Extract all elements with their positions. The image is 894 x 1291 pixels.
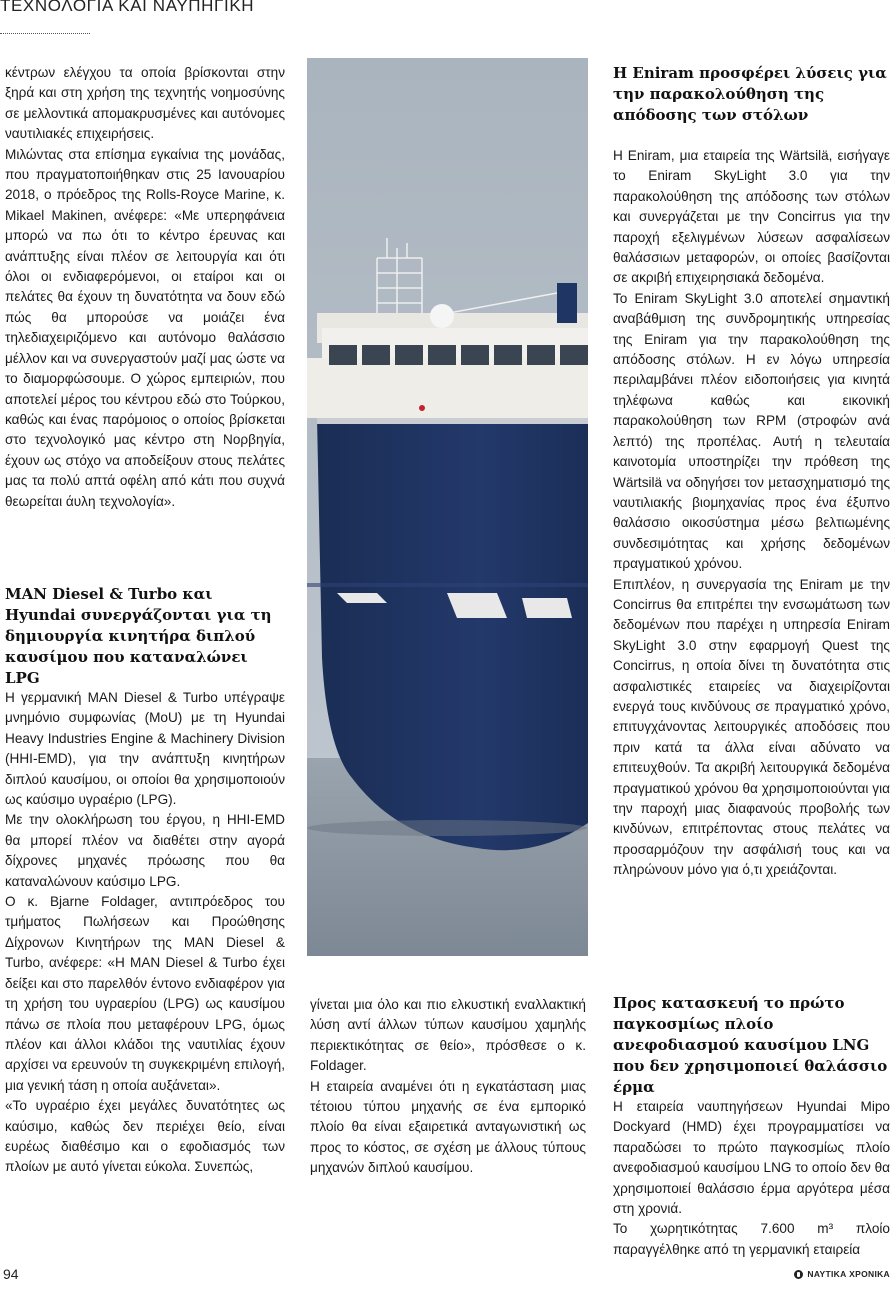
paragraph: «Το υγραέριο έχει μεγάλες δυνατότητες ως καύσιμο, καθώς δεν περιέχει θείο, είναι ευρέως διαθέσιμο και ο εφοδιασμός των πλοίων με αυτό γίνεται εύκολα. Συνεπώς, [5,1098,285,1175]
paragraph: Με την ολοκλήρωση του έργου, η HHI-EMD θα μπορεί πλέον να διαθέτει στην αγορά δίχρονες μηχανές πρόωσης που θα καταναλώνουν καύσιμο LPG. [5,812,285,889]
brand-name: ΝΑΥΤΙΚΑ ΧΡΟΝΙΚΑ [807,1269,890,1279]
paragraph: κέντρων ελέγχου τα οποία βρίσκονται στην ξηρά και στη χρήση της τεχνητής νοημοσύνης σε μελλοντικά απομακρυσμένες και αυτόνομες ναυτιλιακές επιχειρήσεις. [5,65,285,142]
page-number: 94 [3,1266,19,1282]
column-2 [310,995,586,1179]
paragraph: Η γερμανική MAN Diesel & Turbo υπέγραψε μνημόνιο συμφωνίας (MoU) με τη Hyundai Heavy Industries Engine & Machinery Division (HHI-EMD), για την ανάπτυξη κινητήρων διπλού καυσίμου, οι οποίοι θα χρησιμοποιούν ως καύσιμο υγραέριο (LPG). [5,690,285,808]
paragraph: γίνεται μια όλο και πιο ελκυστική εναλλακτική λύση αντί άλλων τύπων καυσίμου χαμηλής περιεκτικότητας σε θείο», πρόσθεσε ο κ. Foldager. [310,997,586,1074]
section-title: ΤΕΧΝΟΛΟΓΙΑ ΚΑΙ ΝΑΥΠΗΓΙΚΗ [0,0,255,15]
footer-brand [794,1269,890,1279]
article-heading-eniram: Η Eniram προσφέρει λύσεις για την παρακολούθηση της απόδοσης των στόλων [613,64,887,124]
paragraph: Η εταιρεία ναυπηγήσεων Hyundai Mipo Dockyard (HMD) έχει προγραμματίσει να παραδώσει το πρώτο παγκοσμίως πλοίο ανεφοδιασμού καυσίμου LNG το οποίο δεν θα χρησιμοποιεί θαλάσσιο έρμα αργότερα μέσα στη χρονιά. [613,1099,890,1217]
paragraph: Επιπλέον, η συνεργασία της Eniram με την Concirrus θα επιτρέπει την ενσωμάτωση των δεδομένων που παρέχει η υπηρεσία Eniram SkyLight 3.0 στην εφαρμογή Quest της Concirrus, η οποία δίνει τη δυνατότητα στις ασφαλιστικές εταιρείες να διαχειρίζονται ενεργά τους κινδύνους σε πραγματικό χρόνο, επιτυγχάνοντας λειτουργικές αποδόσεις που πριν κατά τα άλλα είναι αδύνατο να επιτευχθούν. Τα ακριβή λειτουργικά δεδομένα πραγματικού χρόνου θα χρησιμοποιούνται για την παροχή μιας διαφανούς προβολής των κινδύνων, επιτρέποντας στους πελάτες να προσαρμόζουν την ασφάλισή τους και να πληρώνουν μόνο για ό,τι χρειάζονται. [613,576,890,878]
brand-logo-icon [794,1270,803,1279]
column-1 [5,63,285,512]
column-3-lower [613,1097,890,1260]
paragraph: Η εταιρεία αναμένει ότι η εγκατάσταση μιας τέτοιου τύπου μηχανής σε ένα εμπορικό πλοίο θα είναι εξαιρετικά ανταγωνιστική ως προς το κόστος, σε σχέση με άλλους τύπους μηχανών διπλού καυσίμου. [310,1078,586,1176]
column-1-lower [5,688,285,1178]
paragraph: Μιλώντας στα επίσημα εγκαίνια της μονάδας, που πραγματοποιήθηκαν στις 25 Ιανουαρίου 2018, ο πρόεδρος της Rolls-Royce Marine, κ. Mikael Makinen, ανέφερε: «Με υπερηφάνεια μπορώ να πω ότι το κέντρο έρευνας και ανάπτυξης είναι πλέον σε λειτουργία και ότι όλοι οι ενδιαφερόμενοι, οι εταίροι και οι πελάτες θα έχουν τη δυνατότητα να δουν εδώ πώς θα μπορούσε να μοιάζει ένα τηλεδιαχειριζόμενο και αυτόνομο θαλάσσιο μέλλον και να συνεργαστούν μαζί μας ώστε να το διαμορφώσουμε. Ο χώρος εμπειριών, που αποτελεί μέρος του κέντρου εδώ στο Τούρκου, καθώς και ένας παρόμοιος ο οποίος βρίσκεται στο τεχνολογικό μας κέντρο στη Νορβηγία, έχουν ως στόχο να αποδείξουν στους πελάτες μας τα πολύ απτά οφέλη από κάτι που συχνά θεωρείται άυλη τεχνολογία». [5,146,285,509]
paragraph: Το χωρητικότητας 7.600 m³ πλοίο παραγγέλθηκε από τη γερμανική εταιρεία [613,1221,890,1257]
article-heading-man-hyundai: MAN Diesel & Turbo και Hyundai συνεργάζονται για τη δημιουργία κινητήρα διπλού καυσίμου που καταναλώνει LPG [5,585,272,687]
paragraph: Το Eniram SkyLight 3.0 αποτελεί σημαντική αναβάθμιση της συνδρομητικής υπηρεσίας της Eniram για την παρακολούθηση της απόδοσης στόλων. Η εν λόγω υπηρεσία περιλαμβάνει πλέον ειδοποιήσεις για κινητά τηλέφωνα καθώς και εικονική παρακολούθηση των RPM (στροφών ανά λεπτό) της προπέλας. Αυτή η τελευταία καινοτομία υποστηρίζει την πρόθεση της Wärtsilä να οδηγήσει τον μετασχηματισμό της ναυτιλιακής βιομηχανίας προς ένα έξυπνο θαλάσσιο οικοσύστημα μέσω βελτιωμένης συνδεσιμότητας και χρήσης δεδομένων πραγματικού χρόνου. [613,290,890,572]
paragraph: Η Eniram, μια εταιρεία της Wärtsilä, εισήγαγε το Eniram SkyLight 3.0 για την παρακολούθηση της απόδοσης των στόλων και συνεργάζεται με την Concirrus για την παροχή εξελιγμένων λύσεων ασφαλίσεων θαλάσσιων μεταφορών, οι οποίες βασίζονται σε ακριβή επιχειρησιακά δεδομένα. [613,148,890,286]
ship-illustration [307,58,588,956]
column-3-upper [613,146,890,881]
header-divider [0,33,90,34]
paragraph: Ο κ. Bjarne Foldager, αντιπρόεδρος του τμήματος Πωλήσεων και Προώθησης Δίχρονων Κινητήρων της MAN Diesel & Turbo, ανέφερε: «Η MAN Diesel & Turbo έχει δείξει και στο παρελθόν έντονο ενδιαφέρον για τη χρήση του υγραερίου (LPG) ως καυσίμου πάνω σε πλοία που μεταφέρουν LPG, όμως πλέον και άλλοι κλάδοι της ναυτιλίας έχουν αρχίσει να ερευνούν τη συγκεκριμένη επιλογή, μια γενική τάση η οποία αυξάνεται». [5,894,285,1093]
ship-photo [307,58,588,956]
article-heading-lng-bunkering: Προς κατασκευή το πρώτο παγκοσμίως πλοίο ανεφοδιασμού καυσίμου LNG που δεν χρησιμοποιεί θαλάσσιο έρμα [613,994,888,1096]
